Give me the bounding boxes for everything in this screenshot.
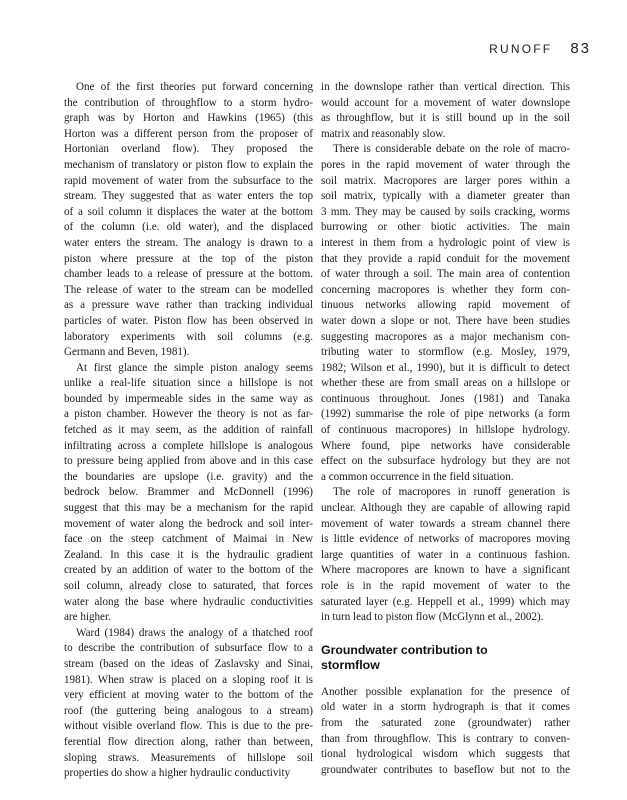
text-line: rapid movement of water from the subsurface to the xyxy=(64,174,313,187)
text-line: in the downslope rather than vertical direction. This xyxy=(321,81,570,93)
text-line: fetched as it may seem, as the addition of rainfall xyxy=(64,424,313,437)
text-line: (1992) summarise the role of pipe networks (a form xyxy=(321,408,570,421)
text-line: pores in the rapid movement of water through the xyxy=(321,158,570,171)
text-line: unlike a real-life situation since a hillslope is not xyxy=(64,377,313,390)
text-line: suggest that this may be a mechanism for the rapid xyxy=(64,502,313,515)
text-line: a piston chamber. However the theory is not as far- xyxy=(64,408,313,421)
running-title: RUNOFF xyxy=(489,42,553,56)
text-line: face on the steep catchment of Maimai in New xyxy=(64,533,313,546)
text-line: The role of macropores in runoff generation is xyxy=(333,486,570,499)
text-line: saturated layer (e.g. Heppell et al., 1999) which may xyxy=(321,595,570,608)
section-heading-line: stormflow xyxy=(321,657,380,672)
text-line: large quantities of water in a continuous fashion. xyxy=(321,548,570,561)
text-line: a common occurrence in the field situation. xyxy=(321,470,514,483)
text-line: are higher. xyxy=(64,611,111,624)
text-line: of water through a soil. The main area of contention xyxy=(321,268,570,281)
text-line: Another possible explanation for the presence of xyxy=(321,685,570,698)
text-line: interest in them from a hydrologic point of view is xyxy=(321,236,570,249)
text-line: as throughflow, but it is still bound up in the soil xyxy=(321,112,570,125)
text-line: unclear. Although they are capable of allowing rapid xyxy=(321,502,570,515)
text-line: tributing water to stormflow (e.g. Mosley, 1979, xyxy=(321,346,570,359)
text-line: piston where pressure at the top of the piston xyxy=(64,252,313,265)
text-line: properties do show a higher hydraulic conductivity xyxy=(64,767,291,780)
text-line: 1981). When straw is placed on a sloping roof it is xyxy=(64,673,313,686)
running-head xyxy=(489,40,591,57)
text-line: graph was by Horton and Hawkins (1965) (this xyxy=(64,112,313,125)
text-line: of a soil column it displaces the water at the bottom xyxy=(64,205,313,218)
text-line: suggesting macropores as a major mechanism con- xyxy=(321,330,570,343)
text-line: water down a slope or not. There have been studies xyxy=(321,314,570,327)
text-line: concerning macropores is whether they form con- xyxy=(321,283,570,296)
text-line: Ward (1984) draws the analogy of a thatched roof xyxy=(76,626,313,639)
text-line: old water in a storm hydrograph is that it comes xyxy=(321,701,570,714)
text-line: role is in the rapid movement of water to the xyxy=(321,580,570,592)
text-line: in turn lead to piston flow (McGlynn et al., 2002). xyxy=(321,611,544,624)
text-line: Where macropores are known to have a significant xyxy=(321,564,570,577)
text-line: to pressure being applied from above and in this case xyxy=(64,455,313,468)
page-number: 83 xyxy=(570,40,591,57)
text-line: continuous throughout. Jones (1981) and Tanaka xyxy=(321,392,570,405)
text-line: whether these are from small areas on a hillslope or xyxy=(321,377,570,390)
text-line: roof (the guttering being analogous to a stream) xyxy=(64,704,313,717)
text-line: matrix and reasonably slow. xyxy=(321,127,446,140)
text-line: that they provide a rapid conduit for the movement xyxy=(321,252,570,265)
text-line: bounded by impermeable sides in the same way as xyxy=(64,392,313,405)
text-line: water enters the stream. The analogy is drawn to a xyxy=(64,236,313,249)
text-line: The release of water to the stream can be modelled xyxy=(64,283,313,296)
text-line: bedrock below. Brammer and McDonnell (1996) xyxy=(64,486,313,499)
text-line: is little evidence of networks of macropores moving xyxy=(321,533,570,546)
text-line: Germann and Beven, 1981). xyxy=(64,346,190,359)
text-line: the boundaries are upslope (i.e. gravity) and the xyxy=(64,470,313,483)
text-line: movement of water towards a stream channel there xyxy=(321,517,570,530)
section-heading-line: Groundwater contribution to xyxy=(321,642,488,657)
text-line: Horton was a different person from the proposer of xyxy=(64,127,313,140)
text-line: would account for a movement of water downslope xyxy=(321,96,570,109)
text-line: 3 mm. They may be caused by soils cracking, worms xyxy=(321,205,570,218)
text-line: Where found, pipe networks have considerable xyxy=(321,439,570,452)
text-line: soil matrix. Macropores are larger pores within a xyxy=(321,174,570,187)
text-line: movement of water along the bedrock and soil inter- xyxy=(64,517,313,530)
text-line: soil matrix, typically with a diameter greater than xyxy=(321,190,570,203)
text-line: At first glance the simple piston analogy seems xyxy=(76,361,313,374)
text-line: particles of water. Piston flow has been observed in xyxy=(64,314,313,327)
text-line: to describe the contribution of subsurface flow to a xyxy=(64,642,313,655)
text-line: soil column, already close to saturated, that forces xyxy=(64,580,313,592)
text-line: 1982; Wilson et al., 1990), but it is difficult to detect xyxy=(321,361,570,374)
text-line: of continuous macropores) in hillslope hydrology. xyxy=(321,424,570,437)
text-line: tional hydrological wisdom which suggests that xyxy=(321,748,570,761)
left-column xyxy=(64,80,313,782)
text-line: from the saturated zone (groundwater) rather xyxy=(321,716,570,729)
text-line: of the column (i.e. old water), and the displaced xyxy=(64,221,313,234)
text-line: effect on the subsurface hydrology but they are not xyxy=(321,455,570,468)
text-line: burrowing or other biotic activities. The main xyxy=(321,221,570,234)
right-column-body-a xyxy=(321,80,570,626)
text-line: sloping straws. Measurements of hillslope soil xyxy=(64,751,313,764)
text-line: There is considerable debate on the role of macro- xyxy=(333,143,570,156)
text-line: tinuous networks allowing rapid movement of xyxy=(321,299,570,312)
text-line: stream (based on the ideas of Zaslavsky and Sinai, xyxy=(64,657,313,670)
text-line: groundwater contributes to baseflow but not to the xyxy=(321,763,570,776)
text-line: without visible overland flow. This is due to the pre- xyxy=(64,720,313,733)
text-line: chamber leads to a release of pressure at the bottom. xyxy=(64,268,313,281)
text-line: laboratory experiments with soil columns (e.g. xyxy=(64,330,313,343)
text-line: Hortonian overland flow). They proposed the xyxy=(64,143,313,156)
right-column-body-b xyxy=(321,685,570,779)
right-column xyxy=(321,80,570,778)
text-line: ferential flow direction along, rather than between, xyxy=(64,735,313,748)
text-line: very efficient at moving water to the bottom of the xyxy=(64,689,313,702)
text-line: as a pressure wave rather than tracking individual xyxy=(64,299,313,312)
text-line: One of the first theories put forward concerning xyxy=(76,81,313,93)
text-line: mechanism of translatory or piston flow to explain the xyxy=(64,158,313,171)
text-line: water along the base where hydraulic conductivities xyxy=(64,595,313,608)
text-line: than from throughflow. This is contrary to conven- xyxy=(321,732,570,745)
text-line: stream. They suggested that as water enters the top xyxy=(64,190,313,203)
section-heading xyxy=(321,643,570,673)
text-line: Zealand. In this case it is the hydraulic gradient xyxy=(64,548,313,561)
text-line: created by an addition of water to the bottom of the xyxy=(64,564,313,577)
text-line: infiltrating across a complete hillslope is analogous xyxy=(64,439,313,452)
text-line: the contribution of throughflow to a storm hydro- xyxy=(64,96,313,109)
